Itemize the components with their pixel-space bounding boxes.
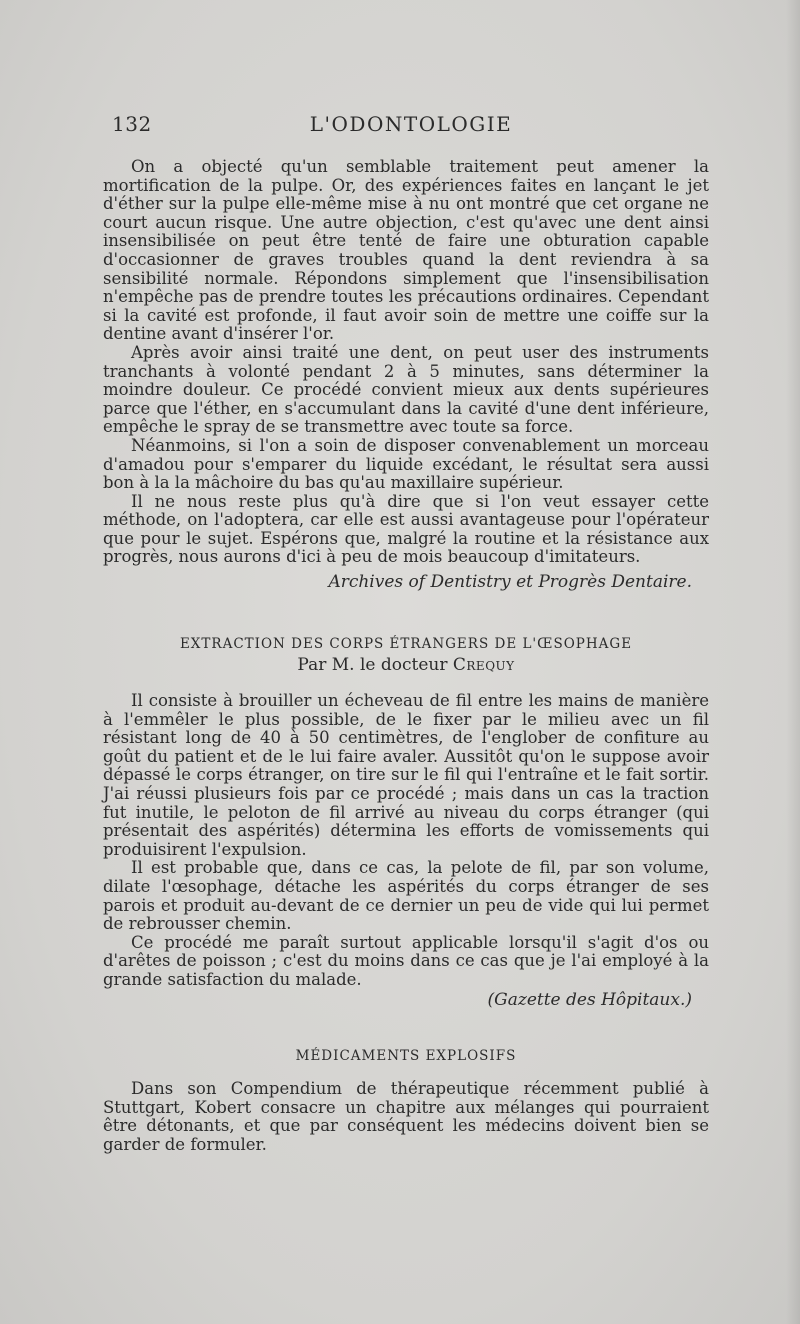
section-2-text bbox=[103, 692, 709, 990]
source-citation: Archives of Dentistry et Progrès Dentaire. bbox=[328, 572, 692, 592]
author-name: Crequy bbox=[452, 655, 515, 675]
section-heading: MÉDICAMENTS EXPLOSIFS bbox=[295, 1048, 517, 1064]
author-byline bbox=[103, 655, 709, 675]
byline-prefix: Par M. le docteur bbox=[297, 655, 448, 675]
paragraph: Néanmoins, si l'on a soin de disposer convenablement un morceau d'amadou pour s'emparer du liquide excédant, le résultat sera aussi bon à la la mâchoire du bas qu'au maxillaire supérieur. bbox=[103, 435, 709, 493]
page-number: 132 bbox=[112, 112, 152, 136]
paragraph: Il consiste à brouiller un écheveau de fil entre les mains de manière à l'emmêler le plus possible, de le fixer par le milieu avec un fil résistant long de 40 à 50 centimètres, de l'englober de confiture au goût du patient et de le lui faire avaler. Aussitôt qu'on le suppose avoir dépassé le corps étranger, on tire sur le fil qui l'entraîne et le fait sortir. J'ai réussi plusieurs fois par ce procédé ; mais dans un cas la traction fut inutile, le peloton de fil arrivé au niveau du corps étranger (qui présentait des aspérités) détermina les efforts de vomissements qui produisirent l'expulsion. bbox=[103, 691, 709, 859]
paragraph: Après avoir ainsi traité une dent, on peut user des instruments tranchants à volonté pendant 2 à 5 minutes, sans déterminer la moindre douleur. Ce procédé convient mieux aux dents supérieures parce que l'éther, en s'accumulant dans la cavité d'une dent inférieure, empêche le spray de se transmettre avec toute sa force. bbox=[103, 342, 709, 437]
section-3-text bbox=[103, 1080, 709, 1154]
page-header bbox=[112, 112, 710, 142]
paragraph: Il ne nous reste plus qu'à dire que si l'on veut essayer cette méthode, on l'adoptera, car elle est aussi avantageuse pour l'opérateur que pour le sujet. Espérons que, malgré la routine et la résistance aux progrès, nous aurons d'ici à peu de mois beaucoup d'imitateurs. bbox=[103, 491, 709, 567]
paragraph: Dans son Compendium de thérapeutique récemment publié à Stuttgart, Kobert consacre un chapitre aux mélanges qui pourraient être détonants, et que par conséquent les médecins doivent bien se garder de formuler. bbox=[103, 1079, 709, 1154]
page-edge-shadow bbox=[786, 0, 800, 1324]
source-citation: (Gazette des Hôpitaux.) bbox=[487, 990, 692, 1010]
paragraph: Ce procédé me paraît surtout applicable lorsqu'il s'agit d'os ou d'arêtes de poisson ; c'est du moins dans ce cas que je l'ai employé à la grande satisfaction du malade. bbox=[103, 932, 709, 989]
section-heading: EXTRACTION DES CORPS ÉTRANGERS DE L'ŒSOPHAGE bbox=[179, 636, 633, 652]
paragraph: On a objecté qu'un semblable traitement peut amener la mortification de la pulpe. Or, des expériences faites en lançant le jet d'éther sur la pulpe elle-même mise à nu ont montré que cet organe ne court aucun risque. Une autre objection, c'est qu'avec une dent ainsi insensibilisée on peut être tenté de faire une obturation capable d'occasionner de graves troubles quand la dent reviendra à sa sensibilité normale. Répondons simplement que l'insensibilisation n'empêche pas de prendre toutes les précautions ordinaires. Cependant si la cavité est profonde, il faut avoir soin de mettre une coiffe sur la dentine avant d'insérer l'or. bbox=[103, 157, 709, 344]
section-1-text bbox=[103, 158, 709, 567]
paragraph: Il est probable que, dans ce cas, la pelote de fil, par son volume, dilate l'œsophage, détache les aspérités du corps étranger de ses parois et produit au-devant de ce dernier un peu de vide qui lui permet de rebrousser chemin. bbox=[103, 858, 709, 934]
running-title: L'ODONTOLOGIE bbox=[309, 112, 513, 136]
